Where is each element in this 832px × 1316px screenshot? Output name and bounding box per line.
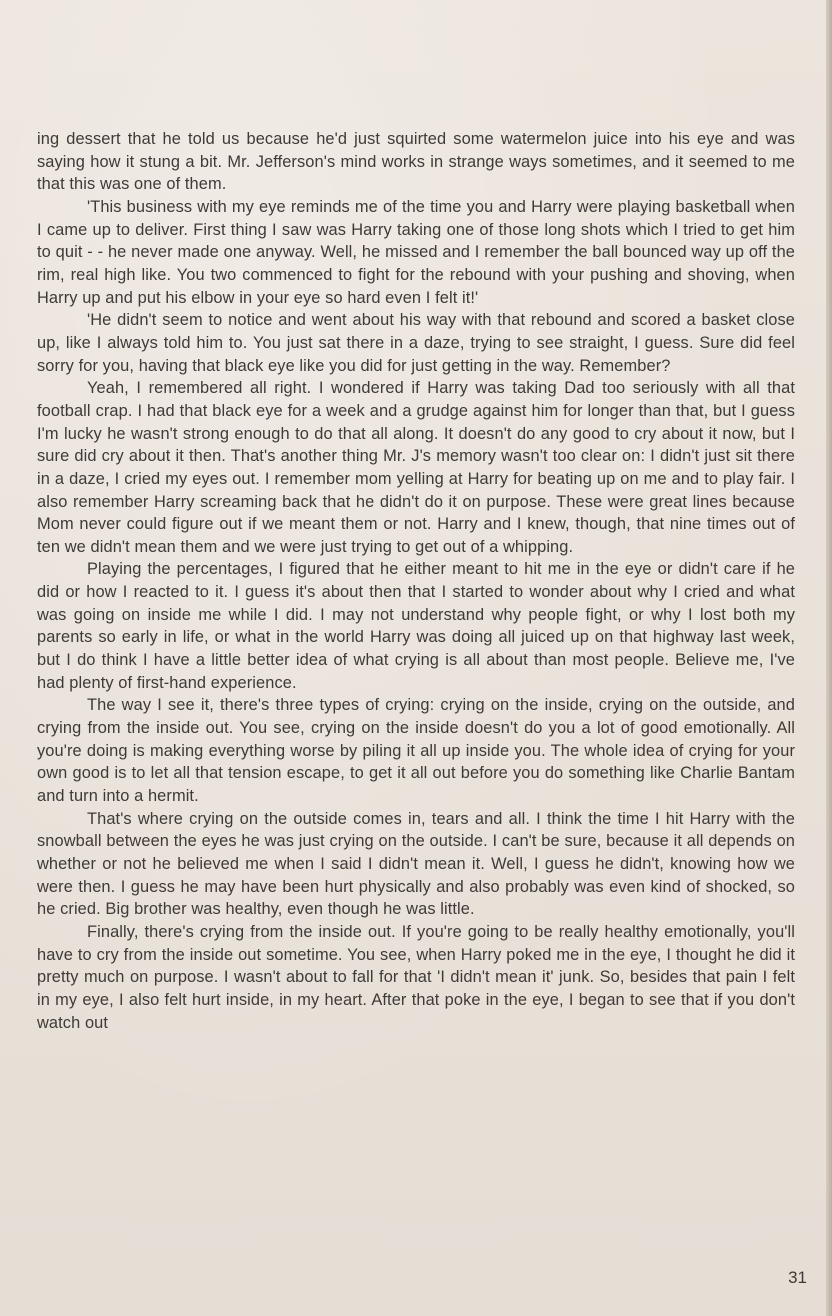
page-number: 31 [788, 1268, 807, 1287]
paragraph-1: ing dessert that he told us because he'd just squirted some watermelon juice into his eye and was saying how it stung a bit. Mr. Jefferson's mind works in strange ways sometimes, and it seemed to me that this was one of them. [37, 130, 795, 194]
paragraph-2: 'This business with my eye reminds me of the time you and Harry were playing basketball when I came up to deliver. First thing I saw was Harry taking one of those long shots which I tried to get him to quit - - he never made one anyway. Well, he missed and I remember the ball bounced way up off the rim, real high like. You two commenced to fight for the rebound with your pushing and shoving, when Harry up and put his elbow in your eye so hard even I felt it!' [37, 197, 795, 307]
paragraph-5: Playing the percentages, I figured that he either meant to hit me in the eye or didn't care if he did or how I reacted to it. I guess it's about then that I started to wonder about why I cried and what was going on inside me while I did. I may not understand why people fight, or why I lost both my parents so early in life, or what in the world Harry was doing all juiced up on that highway last week, but I do think I have a little better idea of what crying is all about than most people. Believe me, I've had plenty of first-hand experience. [37, 560, 795, 692]
paragraph-7: That's where crying on the outside comes in, tears and all. I think the time I hit Harry with the snowball between the eyes he was just crying on the outside. I can't be sure, because it all depends on whether or not he believed me when I said I didn't mean it. Well, I guess he didn't, knowing how we were then. I guess he may have been hurt physically and also probably was even kind of shocked, so he cried. Big brother was healthy, even though he was little. [37, 809, 795, 919]
paragraph-4: Yeah, I remembered all right. I wondered if Harry was taking Dad too seriously with all that football crap. I had that black eye for a week and a grudge against him for longer than that, but I guess I'm lucky he wasn't strong enough to do that all along. It doesn't do any good to cry about it now, but I sure did cry about it then. That's another thing Mr. J's memory wasn't too clear on: I didn't just sit there in a daze, I cried my eyes out. I remember mom yelling at Harry for beating up on me and to play fair. I also remember Harry screaming back that he didn't do it on purpose. These were great lines because Mom never could figure out if we meant them or not. Harry and I knew, though, that nine times out of ten we didn't mean them and we were just trying to get out of a whipping. [37, 379, 795, 556]
paragraph-3: 'He didn't seem to notice and went about his way with that rebound and scored a basket close up, like I always told him to. You just sat there in a daze, trying to see straight, I guess. Sure did feel sorry for you, having that black eye like you did for just getting in the way. Remember? [37, 311, 795, 375]
body-text [37, 128, 795, 1034]
paragraph-8: Finally, there's crying from the inside out. If you're going to be really healthy emotionally, you'll have to cry from the inside out sometime. You see, when Harry poked me in the eye, I thought he did it pretty much on purpose. I wasn't about to fall for that 'I didn't mean it' junk. So, besides that pain I felt in my eye, I also felt hurt inside, in my heart. After that poke in the eye, I began to see that if you don't watch out [37, 922, 795, 1032]
page-edge-shadow [826, 0, 832, 1316]
paragraph-6: The way I see it, there's three types of crying: crying on the inside, crying on the outside, and crying from the inside out. You see, crying on the inside doesn't do you a lot of good emotionally. All you're doing is making everything worse by piling it all up inside you. The whole idea of crying for your own good is to let all that tension escape, to get it all out before you do something like Charlie Bantam and turn into a hermit. [37, 696, 795, 806]
